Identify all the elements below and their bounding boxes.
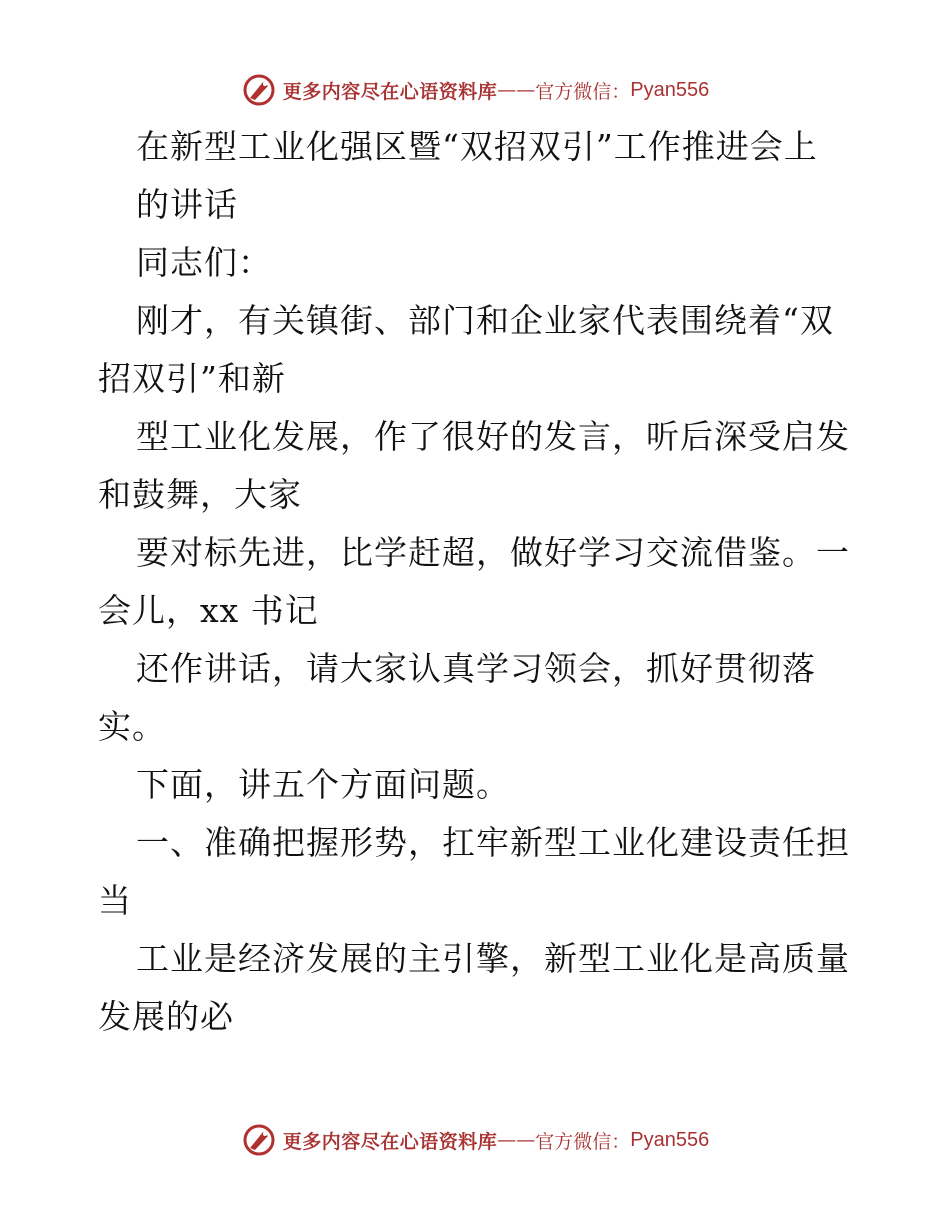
document-body <box>98 118 858 1046</box>
doc-paragraph-5: 下面，讲五个方面问题。 <box>136 765 510 804</box>
footer-watermark <box>0 1120 950 1160</box>
pen-nib-seal-icon <box>241 72 277 108</box>
doc-paragraph-1-line-2: 招双引”和新 <box>98 359 286 398</box>
doc-title-line-2: 的讲话 <box>136 185 238 224</box>
doc-paragraph-6-line-2: 发展的必 <box>98 997 234 1036</box>
doc-paragraph-3-line-1: 要对标先进，比学赶超，做好学习交流借鉴。一 <box>136 533 850 572</box>
doc-paragraph-1-line-1: 刚才，有关镇街、部门和企业家代表围绕着“双 <box>136 301 834 340</box>
doc-paragraph-4-line-2: 实。 <box>98 707 166 746</box>
doc-paragraph-6-line-1: 工业是经济发展的主引擎，新型工业化是高质量 <box>136 939 850 978</box>
doc-heading-1-line-2: 当 <box>98 881 132 920</box>
doc-paragraph-2-line-2: 和鼓舞，大家 <box>98 475 302 514</box>
doc-heading-1-line-1: 一、准确把握形势，扛牢新型工业化建设责任担 <box>136 823 850 862</box>
doc-paragraph-4-line-1: 还作讲话，请大家认真学习领会，抓好贯彻落 <box>136 649 816 688</box>
doc-paragraph-3-line-2: 会儿，xx 书记 <box>98 591 319 630</box>
pen-nib-seal-icon <box>241 1122 277 1158</box>
watermark-dash: —— <box>497 79 536 101</box>
doc-title-line-1: 在新型工业化强区暨“双招双引”工作推进会上 <box>136 127 818 166</box>
doc-paragraph-2-line-1: 型工业化发展，作了很好的发言，听后深受启发 <box>136 417 850 456</box>
watermark-brand: 更多内容尽在心语资料库 <box>282 1130 498 1153</box>
doc-greeting: 同志们： <box>136 243 272 282</box>
watermark-dash: —— <box>497 1129 536 1151</box>
watermark-wechat-id: Pyan556 <box>630 78 710 101</box>
header-watermark <box>0 70 950 110</box>
watermark-brand: 更多内容尽在心语资料库 <box>282 80 498 103</box>
watermark-wechat-id: Pyan556 <box>630 1128 710 1151</box>
watermark-official: 官方微信： <box>535 1130 631 1153</box>
watermark-official: 官方微信： <box>535 80 631 103</box>
